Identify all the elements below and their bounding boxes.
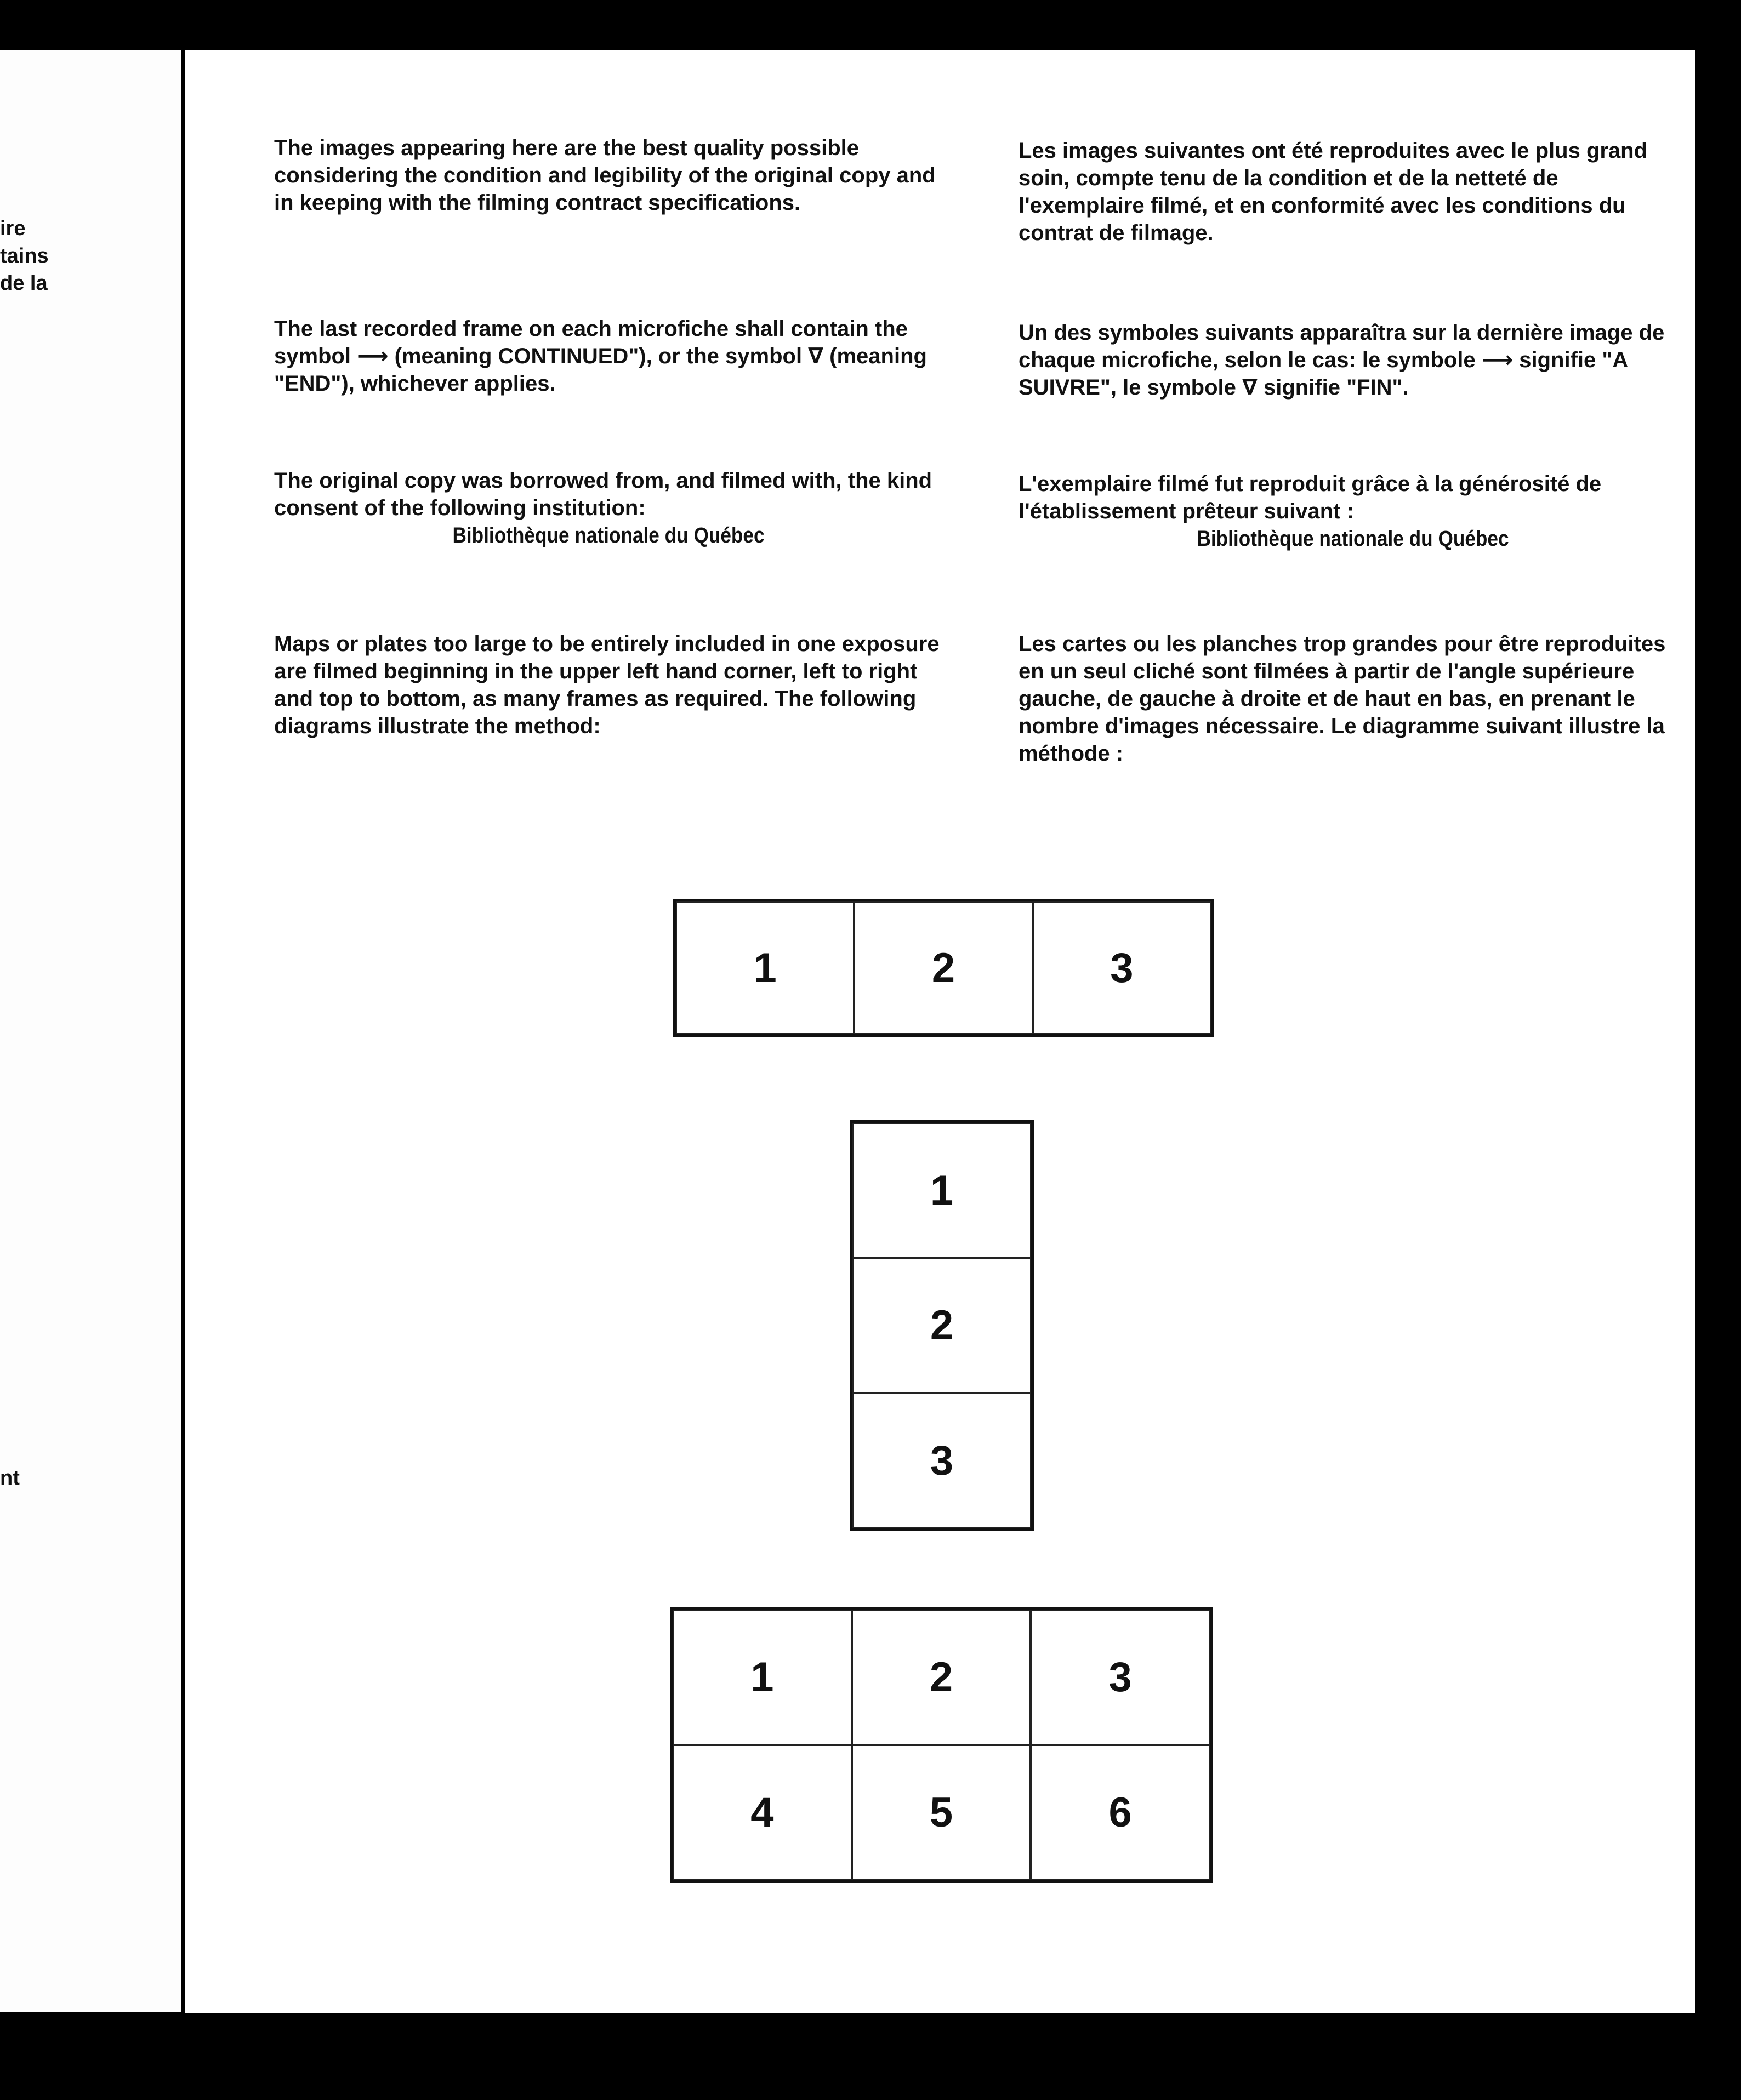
horizontal-frame-diagram [673,899,1214,1037]
french-paragraph-symbols: Un des symboles suivants apparaîtra sur la dernière image de chaque microfiche, selon le cas: le symbole ⟶ signifie "A SUIVRE", le symbole ∇ signifie "FIN". [1019,321,1665,400]
frame-cell: 2 [852,1258,1031,1394]
french-institution-name: Bibliothèque nationale du Québec [1197,527,1509,551]
left-fragment: tains [0,244,49,267]
frame-cell: 2 [852,1610,1031,1745]
french-paragraph-maps: Les cartes ou les planches trop grandes pour être reproduites en un seul cliché sont filmées à partir de l'angle supérieure gauche, de gauche à droite et de haut en bas, en prenant le nombre d'images nécessaire. Le diagramme suivant illustre la méthode : [1019,632,1666,766]
french-column [1019,137,1687,247]
english-column-institution [274,467,943,549]
english-paragraph-maps: Maps or plates too large to be entirely included in one exposure are filmed beginning in the upper left hand corner, left to right and top to bottom, as many frames as required. The following diagrams illustrate the method: [274,632,940,738]
english-column [274,134,943,216]
frame-cell: 1 [673,1610,852,1745]
frame-cell: 5 [852,1745,1031,1880]
frame-cell: 2 [854,901,1032,1034]
english-paragraph-quality: The images appearing here are the best quality possible considering the condition and legibility of the original copy and in keeping with the filming contract specifications. [274,136,936,215]
frame-cell: 6 [1031,1745,1210,1880]
left-page-edge [0,50,181,2012]
frame-cell: 3 [1031,1610,1210,1745]
grid-frame-diagram [670,1607,1213,1883]
french-column-symbols [1019,319,1687,401]
frame-cell: 1 [676,901,854,1034]
english-paragraph-borrowed: The original copy was borrowed from, and filmed with, the kind consent of the following institution: [274,469,932,520]
french-paragraph-quality: Les images suivantes ont été reproduites avec le plus grand soin, compte tenu de la condition et de la netteté de l'exemplaire filmé, et en conformité avec les conditions du contrat de filmage. [1019,139,1648,245]
left-fragment: ire [0,217,26,240]
frame-cell: 4 [673,1745,852,1880]
french-column-maps [1019,630,1687,767]
frame-cell: 3 [1033,901,1211,1034]
left-fragment: nt [0,1466,20,1490]
english-paragraph-symbols: The last recorded frame on each microfiche shall contain the symbol ⟶ (meaning CONTINUED"), or the symbol ∇ (meaning "END"), whichever applies. [274,317,927,396]
english-column-symbols [274,315,943,397]
frame-cell: 3 [852,1393,1031,1528]
left-fragment: de la [0,272,48,295]
english-column-maps [274,630,943,740]
french-paragraph-borrowed: L'exemplaire filmé fut reproduit grâce à la générosité de l'établissement prêteur suivant : [1019,472,1602,523]
english-institution-name: Bibliothèque nationale du Québec [452,523,765,547]
frame-cell: 1 [852,1123,1031,1258]
vertical-frame-diagram [850,1120,1034,1531]
french-column-institution [1019,470,1687,552]
